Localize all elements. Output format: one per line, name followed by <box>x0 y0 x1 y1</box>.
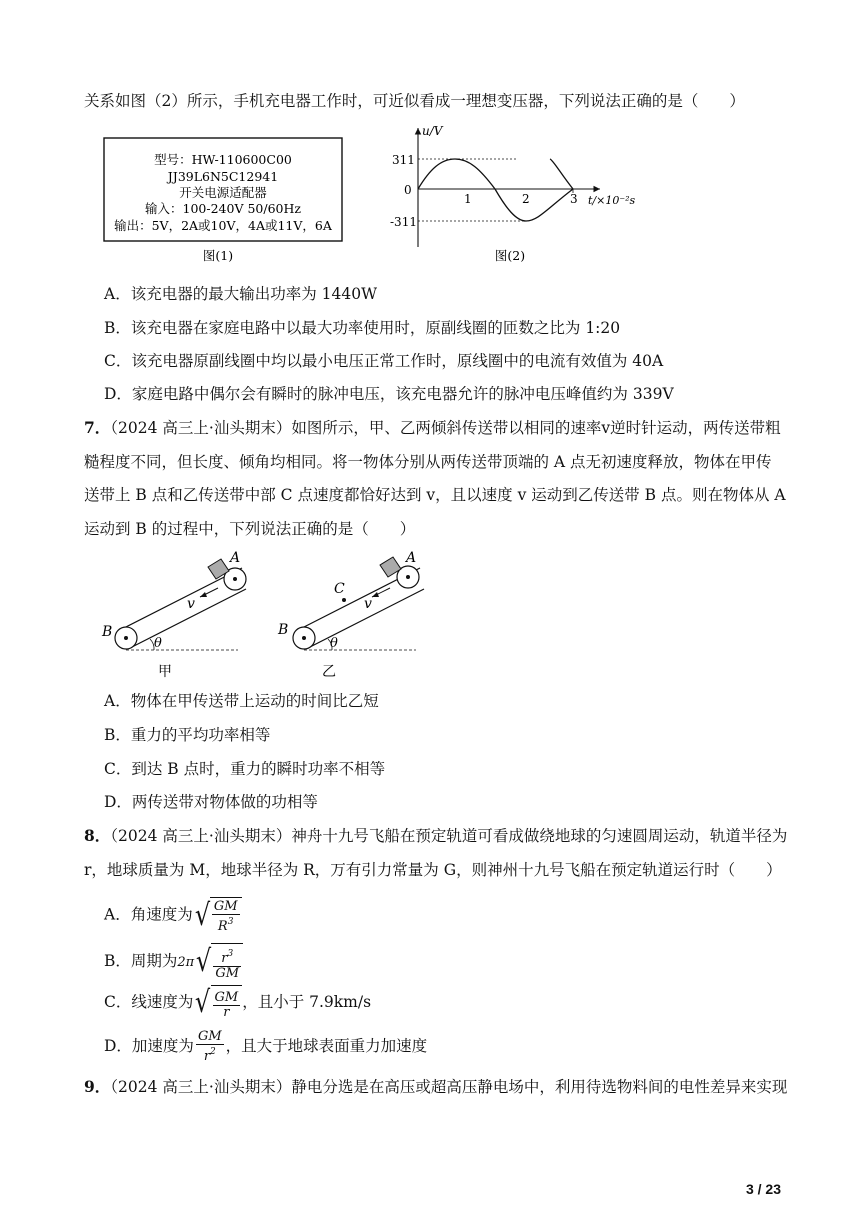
q9-text-1: 静电分选是在高压或超高压静电场中，利用待选物料间的电性差异来实现 <box>291 1078 788 1096</box>
figure-belt-yi <box>270 548 450 686</box>
q8-stem-line-2: r，地球质量为 M，地球半径为 R，万有引力常量为 G，则神州十九号飞船在预定轨道运行时（ ） <box>84 861 782 879</box>
sine-curve-2 <box>495 159 573 221</box>
nameplate-line-5: 输出：5V，2A或10V，4A或11V，6A <box>114 218 332 233</box>
q8-text-1: 神舟十九号飞船在预定轨道可看成做绕地球的匀速圆周运动，轨道半径为 <box>291 827 788 845</box>
q7-text-1: 如图所示，甲、乙两倾斜传送带以相同的速率v逆时针运动，两传送带粗 <box>291 419 781 437</box>
q7-number: 7． <box>84 418 111 437</box>
q8-option-b: B．周期为2π √ $\frac{r^3}{GM}$ <box>104 943 781 979</box>
belt-jia-label-b: B <box>102 624 113 640</box>
q7-option-d: D．两传送带对物体做的功相等 <box>104 793 318 811</box>
belt-yi-label-c: C <box>334 581 345 597</box>
belt-yi-label-a: A <box>406 550 417 566</box>
q6-option-c: C．该充电器原副线圈中均以最小电压正常工作时，原线圈中的电流有效值为 40A <box>104 352 664 370</box>
belt-yi-caption: 乙 <box>322 664 336 680</box>
q7-option-a: A．物体在甲传送带上运动的时间比乙短 <box>104 692 379 710</box>
belt-yi-theta: θ <box>330 636 338 651</box>
figure-belt-jia <box>92 548 272 686</box>
belt-yi-label-v: v <box>364 596 372 612</box>
figure-2-sine-graph <box>388 122 648 272</box>
nameplate-line-3: 开关电源适配器 <box>179 185 267 200</box>
q6-option-d: D．家庭电路中偶尔会有瞬时的脉冲电压，该充电器允许的脉冲电压峰值约为 339V <box>104 385 674 403</box>
belt-jia-theta: θ <box>154 636 162 651</box>
x-tick-3: 3 <box>570 192 578 206</box>
q7-stem-line-3: 送带上 B 点和乙传送带中部 C 点速度都恰好达到 v，且以速度 v 运动到乙传送带 B 点。则在物体从 A <box>84 486 786 504</box>
y-axis-label: u/V <box>422 124 443 138</box>
q8-stem-line-1 <box>84 825 788 847</box>
x-tick-2: 2 <box>522 192 530 206</box>
sine-curve <box>418 159 573 221</box>
q8-option-d: D．加速度为 $\frac{GM}{r^2}$ ，且大于地球表面重力加速度 <box>104 1029 428 1064</box>
belt-yi-label-b: B <box>278 622 289 638</box>
frac-gm-over-r2: $\frac{GM}{r^2}$ <box>197 1029 222 1064</box>
q7-stem-line-4: 运动到 B 的过程中，下列说法正确的是（ ） <box>84 520 416 538</box>
y-tick-311: 311 <box>392 153 415 167</box>
q9-number: 9． <box>84 1077 111 1096</box>
q8-source: （2024 高三上·汕头期末） <box>110 827 292 845</box>
sqrt-gm-over-r3: √ $\frac{GM}{R^3}$ <box>193 897 242 934</box>
x-tick-1: 1 <box>464 192 472 206</box>
sqrt-r3-over-gm: √ $\frac{r^3}{GM}$ <box>194 943 243 981</box>
belt-jia-label-a: A <box>230 550 241 566</box>
q6-option-b: B．该充电器在家庭电路中以最大功率使用时，原副线圈的匝数之比为 1:20 <box>104 319 621 337</box>
q8-number: 8． <box>84 826 111 845</box>
figure-1-nameplate <box>100 132 350 272</box>
q6-option-a: A．该充电器的最大输出功率为 1440W <box>104 285 377 303</box>
q8-option-a: A．角速度为 √ $\frac{GM}{R^3}$ <box>104 897 781 931</box>
belt-jia-caption: 甲 <box>158 664 172 680</box>
q7-stem-line-2: 糙程度不同，但长度、倾角均相同。将一物体分别从两传送带顶端的 A 点无初速度释放，物体在甲传 <box>84 453 772 471</box>
page-number: 3 / 23 <box>745 1181 781 1197</box>
q8-option-c: C．线速度为 √ $\frac{GM}{r}$ ，且小于 7.9km/s <box>104 985 372 1020</box>
y-tick-neg-311: -311 <box>390 215 417 229</box>
x-axis-label: t/×10⁻²s <box>588 194 636 207</box>
figure-1-caption: 图(1) <box>202 248 234 263</box>
q7-option-c: C．到达 B 点时，重力的瞬时功率不相等 <box>104 760 386 778</box>
y-tick-0: 0 <box>404 183 412 197</box>
nameplate-line-1: 型号：HW-110600C00 <box>154 152 292 167</box>
sqrt-gm-over-r: √ $\frac{GM}{r}$ <box>193 985 242 1021</box>
belt-jia-label-v: v <box>187 596 195 612</box>
nameplate-line-4: 输入：100-240V 50/60Hz <box>145 201 301 216</box>
q9-stem-line-1 <box>84 1076 788 1098</box>
question-6-stem-end: 关系如图（2）所示，手机充电器工作时，可近似看成一理想变压器，下列说法正确的是（ ） <box>84 92 745 110</box>
q9-source: （2024 高三上·汕头期末） <box>110 1078 292 1096</box>
q7-source: （2024 高三上·汕头期末） <box>110 419 292 437</box>
nameplate-line-2: JJ39L6N5C12941 <box>167 169 279 184</box>
figure-2-caption: 图(2) <box>494 248 526 263</box>
q7-stem-line-1 <box>84 417 781 439</box>
q7-option-b: B．重力的平均功率相等 <box>104 726 271 744</box>
